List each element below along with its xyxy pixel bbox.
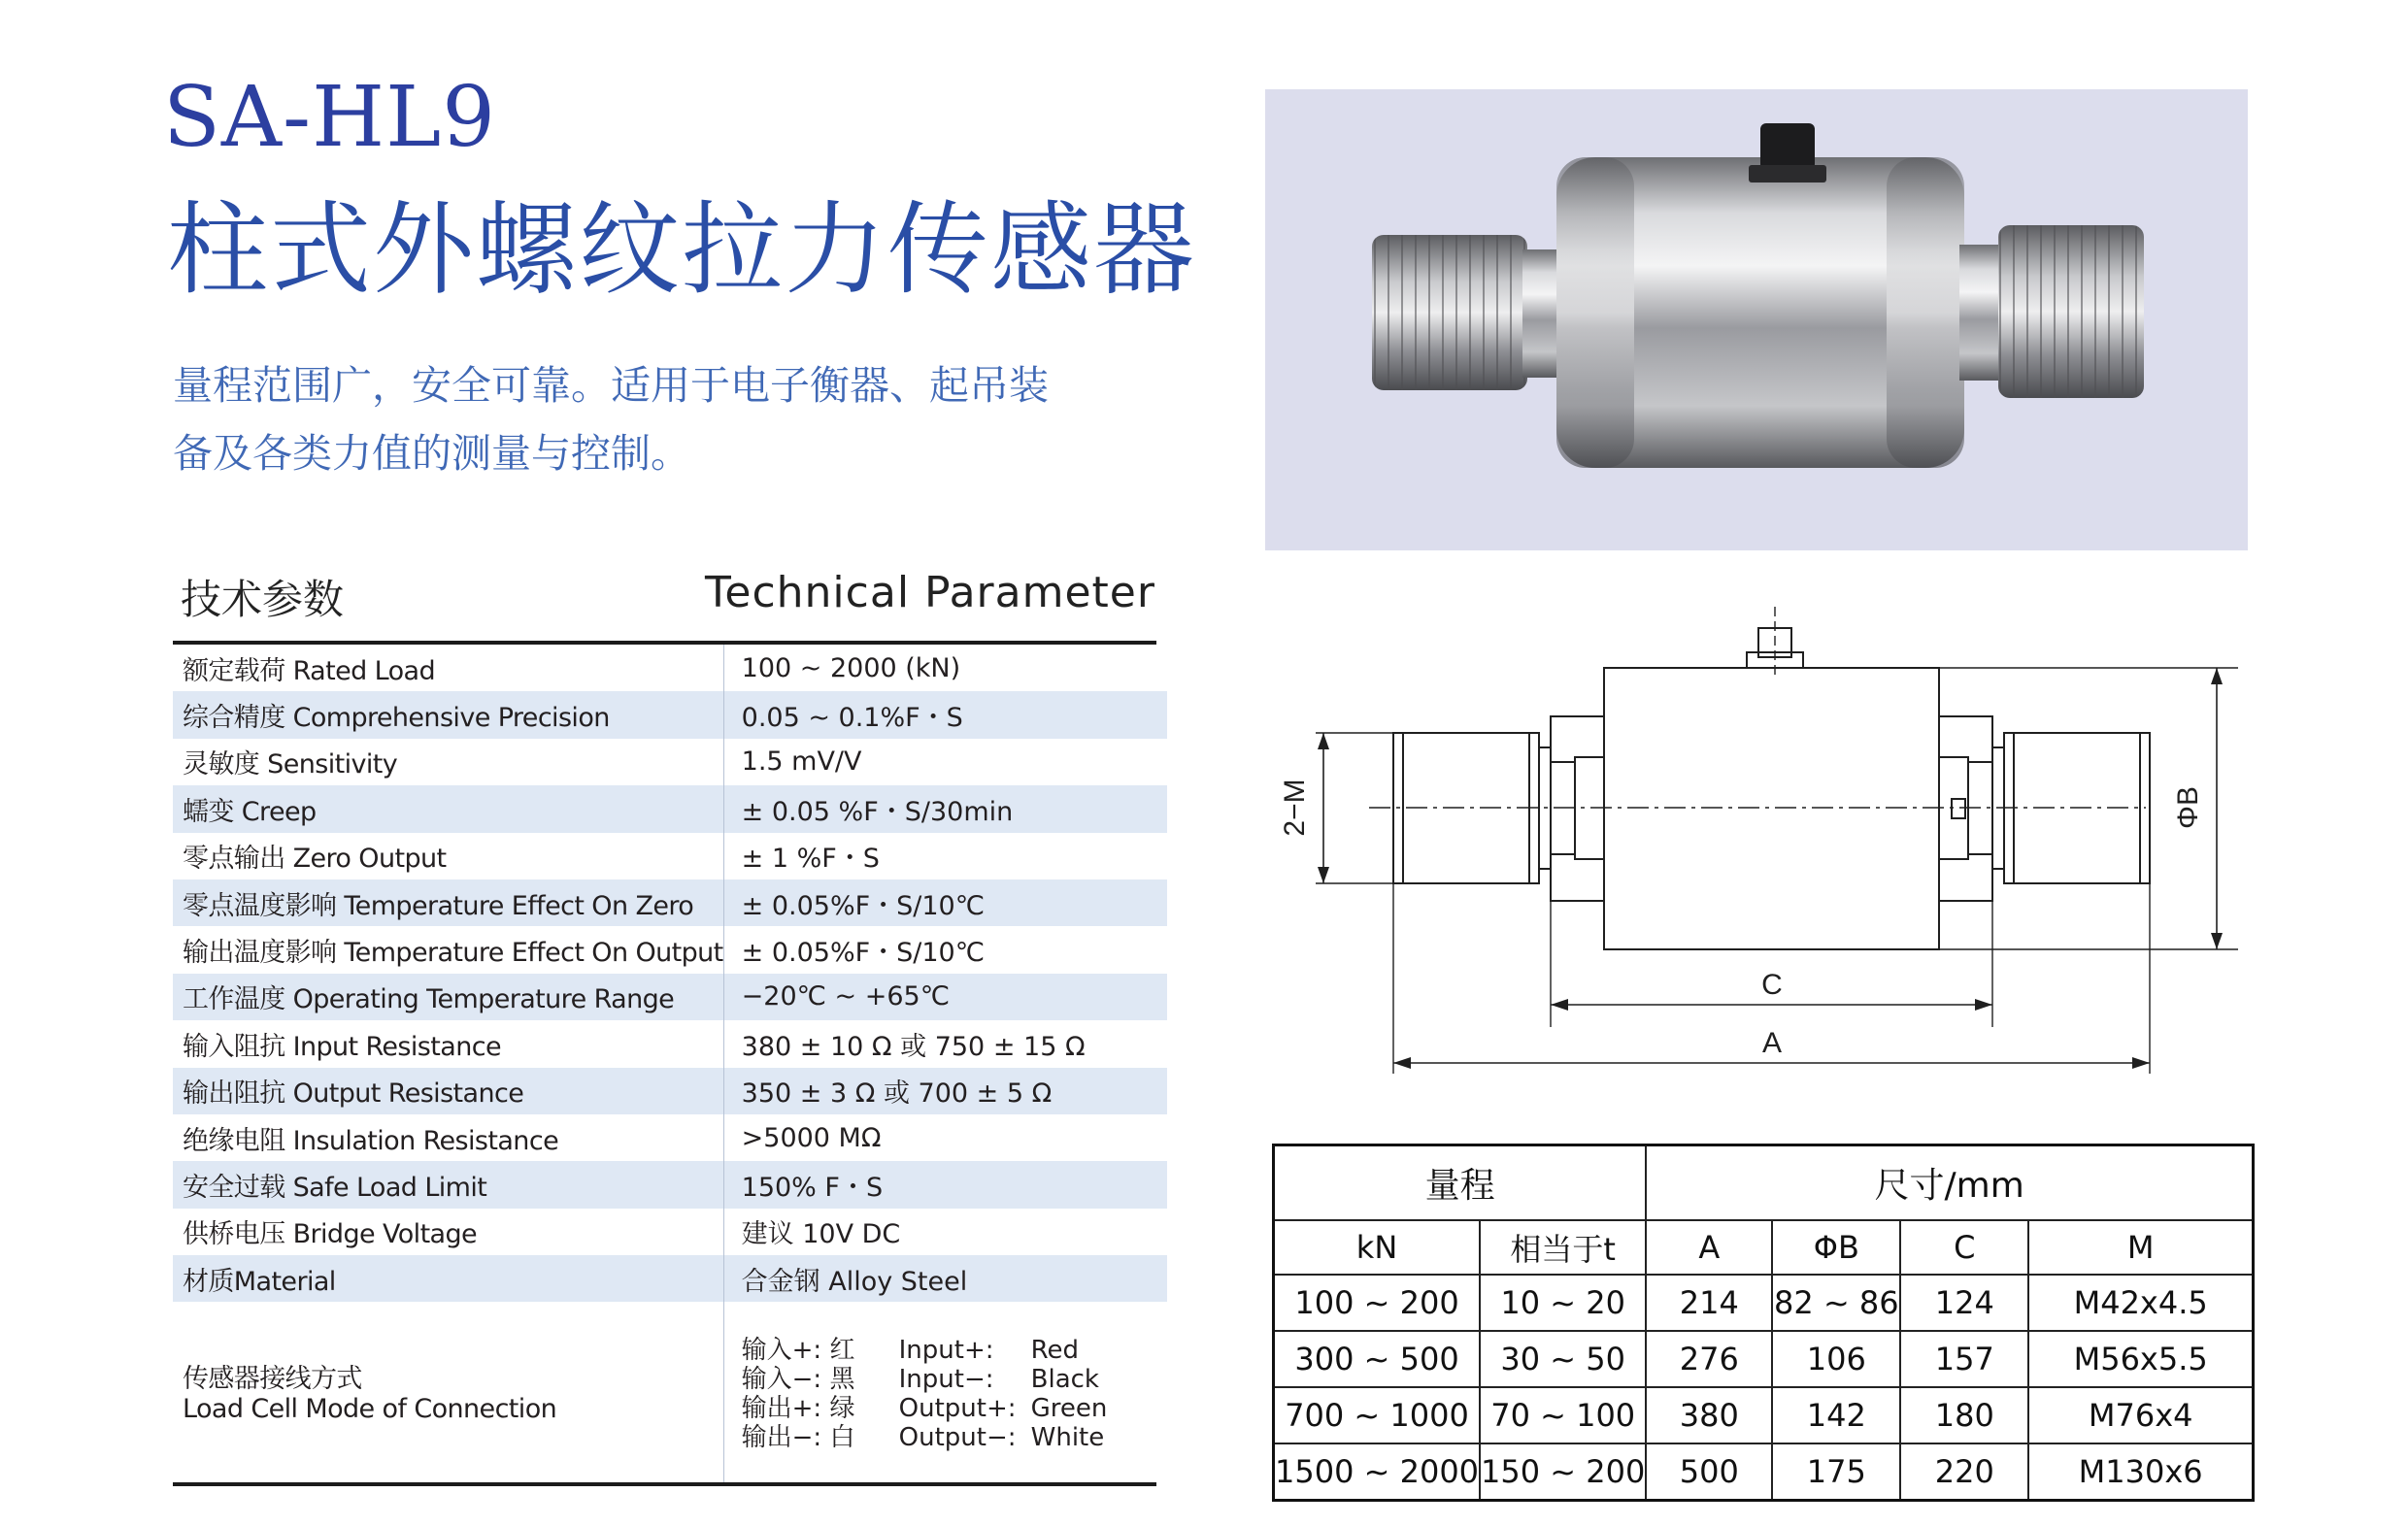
- wiring-grid: [742, 1336, 1167, 1452]
- table-cell: 220: [1900, 1443, 2028, 1501]
- wire-en: Output+:: [898, 1394, 1017, 1424]
- table-row: [173, 1255, 1167, 1302]
- param-key: 零点输出 Zero Output: [173, 833, 723, 879]
- product-title: 柱式外螺纹拉力传感器: [167, 190, 1197, 309]
- table-row: [173, 1161, 1167, 1208]
- column-header: C: [1900, 1220, 2028, 1275]
- wire-cn: 输出+: 绿: [741, 1394, 855, 1424]
- table-subheader-row: [1274, 1220, 2254, 1275]
- param-key: 输出阻抗 Output Resistance: [173, 1068, 723, 1114]
- param-value: 150% F・S: [723, 1161, 1167, 1208]
- param-value: 100 ~ 2000 (kN): [741, 652, 961, 683]
- table-cell: 142: [1772, 1387, 1900, 1443]
- table-cell: 214: [1646, 1275, 1772, 1331]
- column-header: ΦB: [1772, 1220, 1900, 1275]
- table-cell: 124: [1900, 1275, 2028, 1331]
- table-cell: 180: [1900, 1387, 2028, 1443]
- param-key: 输入阻抗 Input Resistance: [173, 1020, 723, 1067]
- table-cell: 100 ~ 200: [1274, 1275, 1481, 1331]
- param-value: >5000 MΩ: [741, 1122, 882, 1153]
- label-phi-b: ΦB: [2172, 786, 2204, 829]
- wire-en: Output−:: [898, 1423, 1017, 1453]
- table-cell: 700 ~ 1000: [1274, 1387, 1481, 1443]
- description-line: 备及各类力值的测量与控制。: [173, 430, 690, 477]
- table-row: [173, 1114, 1167, 1161]
- table-row: [1274, 1387, 2254, 1443]
- wire-color: Black: [1030, 1365, 1099, 1395]
- table-row: [173, 926, 1167, 973]
- table-row: [1274, 1275, 2254, 1331]
- table-cell: M56x5.5: [2028, 1331, 2253, 1387]
- table-row: [173, 1209, 1167, 1255]
- wire-cn: 输入−: 黑: [741, 1365, 855, 1395]
- tech-parameter-table: [173, 645, 1167, 1486]
- param-value: ± 0.05 %F・S/30min: [723, 785, 1167, 832]
- table-row: [173, 691, 1167, 738]
- param-value: ± 1 %F・S: [741, 844, 880, 875]
- table-cell: 30 ~ 50: [1480, 1331, 1646, 1387]
- table-row: [173, 785, 1167, 832]
- table-cell: M130x6: [2028, 1443, 2253, 1501]
- table-cell: 1500 ~ 2000: [1274, 1443, 1481, 1501]
- description-line: 量程范围广，安全可靠。适用于电子衡器、起吊装: [173, 362, 1049, 409]
- table-cell: 70 ~ 100: [1480, 1387, 1646, 1443]
- table-row: [1274, 1331, 2254, 1387]
- table-cell: M42x4.5: [2028, 1275, 2253, 1331]
- wire-color: Red: [1030, 1336, 1080, 1366]
- table-row: [173, 974, 1167, 1020]
- tech-title-cn: 技术参数: [181, 576, 345, 623]
- dimension-table: [1272, 1144, 2255, 1502]
- connection-row: [173, 1302, 1167, 1486]
- table-cell: 10 ~ 20: [1480, 1275, 1646, 1331]
- model-number: SA-HL9: [163, 69, 496, 166]
- wire-cn: 输入+: 红: [741, 1336, 855, 1366]
- load-cell-product-photo: [1265, 89, 2248, 550]
- table-row: [173, 1068, 1167, 1114]
- param-key: 额定载荷 Rated Load: [173, 645, 723, 691]
- connection-key: [173, 1302, 723, 1486]
- param-value: ± 0.05%F・S/10℃: [741, 938, 986, 969]
- table-row: [173, 879, 1167, 926]
- tech-title-en: Technical Parameter: [705, 568, 1155, 617]
- table-header-row: [1274, 1145, 2254, 1221]
- table-row: [173, 739, 1167, 785]
- param-key: 输出温度影响 Temperature Effect On Output: [173, 926, 723, 973]
- param-value: 合金钢 Alloy Steel: [723, 1255, 1167, 1302]
- table-cell: 276: [1646, 1331, 1772, 1387]
- table-cell: 300 ~ 500: [1274, 1331, 1481, 1387]
- label-a: A: [1761, 1027, 1783, 1059]
- label-2m: 2−M: [1279, 779, 1311, 837]
- main-body: [1604, 668, 1939, 949]
- label-c: C: [1761, 969, 1783, 1001]
- table-row: [173, 645, 1167, 691]
- param-key: 工作温度 Operating Temperature Range: [173, 974, 723, 1020]
- param-key: 安全过载 Safe Load Limit: [173, 1161, 723, 1208]
- connection-key-en: Load Cell Mode of Connection: [183, 1394, 557, 1425]
- wire-cn: 输出−: 白: [741, 1423, 855, 1453]
- param-key: 灵敏度 Sensitivity: [173, 739, 723, 785]
- header-range: 量程: [1274, 1145, 1647, 1221]
- column-header: M: [2028, 1220, 2253, 1275]
- header-size: 尺寸/mm: [1646, 1145, 2253, 1221]
- column-header: 相当于t: [1480, 1220, 1646, 1275]
- param-value: 1.5 mV/V: [741, 746, 862, 778]
- param-value: 350 ± 3 Ω 或 700 ± 5 Ω: [723, 1068, 1167, 1114]
- param-value: ± 0.05%F・S/10℃: [723, 879, 1167, 926]
- product-photo: [1265, 89, 2248, 550]
- table-row: [173, 1020, 1167, 1067]
- param-key: 综合精度 Comprehensive Precision: [173, 691, 723, 738]
- connection-value: [723, 1302, 1167, 1486]
- product-description: [173, 351, 1154, 487]
- table-row: [1274, 1443, 2254, 1501]
- table-cell: 82 ~ 86: [1772, 1275, 1900, 1331]
- column-header: kN: [1274, 1220, 1481, 1275]
- wire-en: Input−:: [898, 1365, 994, 1395]
- param-value: 380 ± 10 Ω 或 750 ± 15 Ω: [741, 1031, 1086, 1062]
- table-cell: 500: [1646, 1443, 1772, 1501]
- table-cell: 175: [1772, 1443, 1900, 1501]
- param-key: 绝缘电阻 Insulation Resistance: [173, 1114, 723, 1161]
- table-cell: 106: [1772, 1331, 1900, 1387]
- param-value: −20℃ ~ +65℃: [723, 974, 1167, 1020]
- param-value: 0.05 ~ 0.1%F・S: [723, 691, 1167, 738]
- dimension-drawing: [1257, 592, 2267, 1078]
- table-cell: 150 ~ 200: [1480, 1443, 1646, 1501]
- wire-en: Input+:: [898, 1336, 994, 1366]
- param-key: 零点温度影响 Temperature Effect On Zero: [173, 879, 723, 926]
- param-key: 材质Material: [173, 1255, 723, 1302]
- param-key: 蠕变 Creep: [173, 785, 723, 832]
- column-header: A: [1646, 1220, 1772, 1275]
- connection-key-cn: 传感器接线方式: [183, 1364, 362, 1395]
- table-bottom-rule: [173, 1482, 1156, 1486]
- param-value: 建议 10V DC: [741, 1219, 901, 1250]
- param-key: 供桥电压 Bridge Voltage: [173, 1209, 723, 1255]
- table-row: [173, 833, 1167, 879]
- table-cell: 380: [1646, 1387, 1772, 1443]
- wire-color: Green: [1030, 1394, 1108, 1424]
- table-cell: M76x4: [2028, 1387, 2253, 1443]
- wire-color: White: [1030, 1423, 1105, 1453]
- table-cell: 157: [1900, 1331, 2028, 1387]
